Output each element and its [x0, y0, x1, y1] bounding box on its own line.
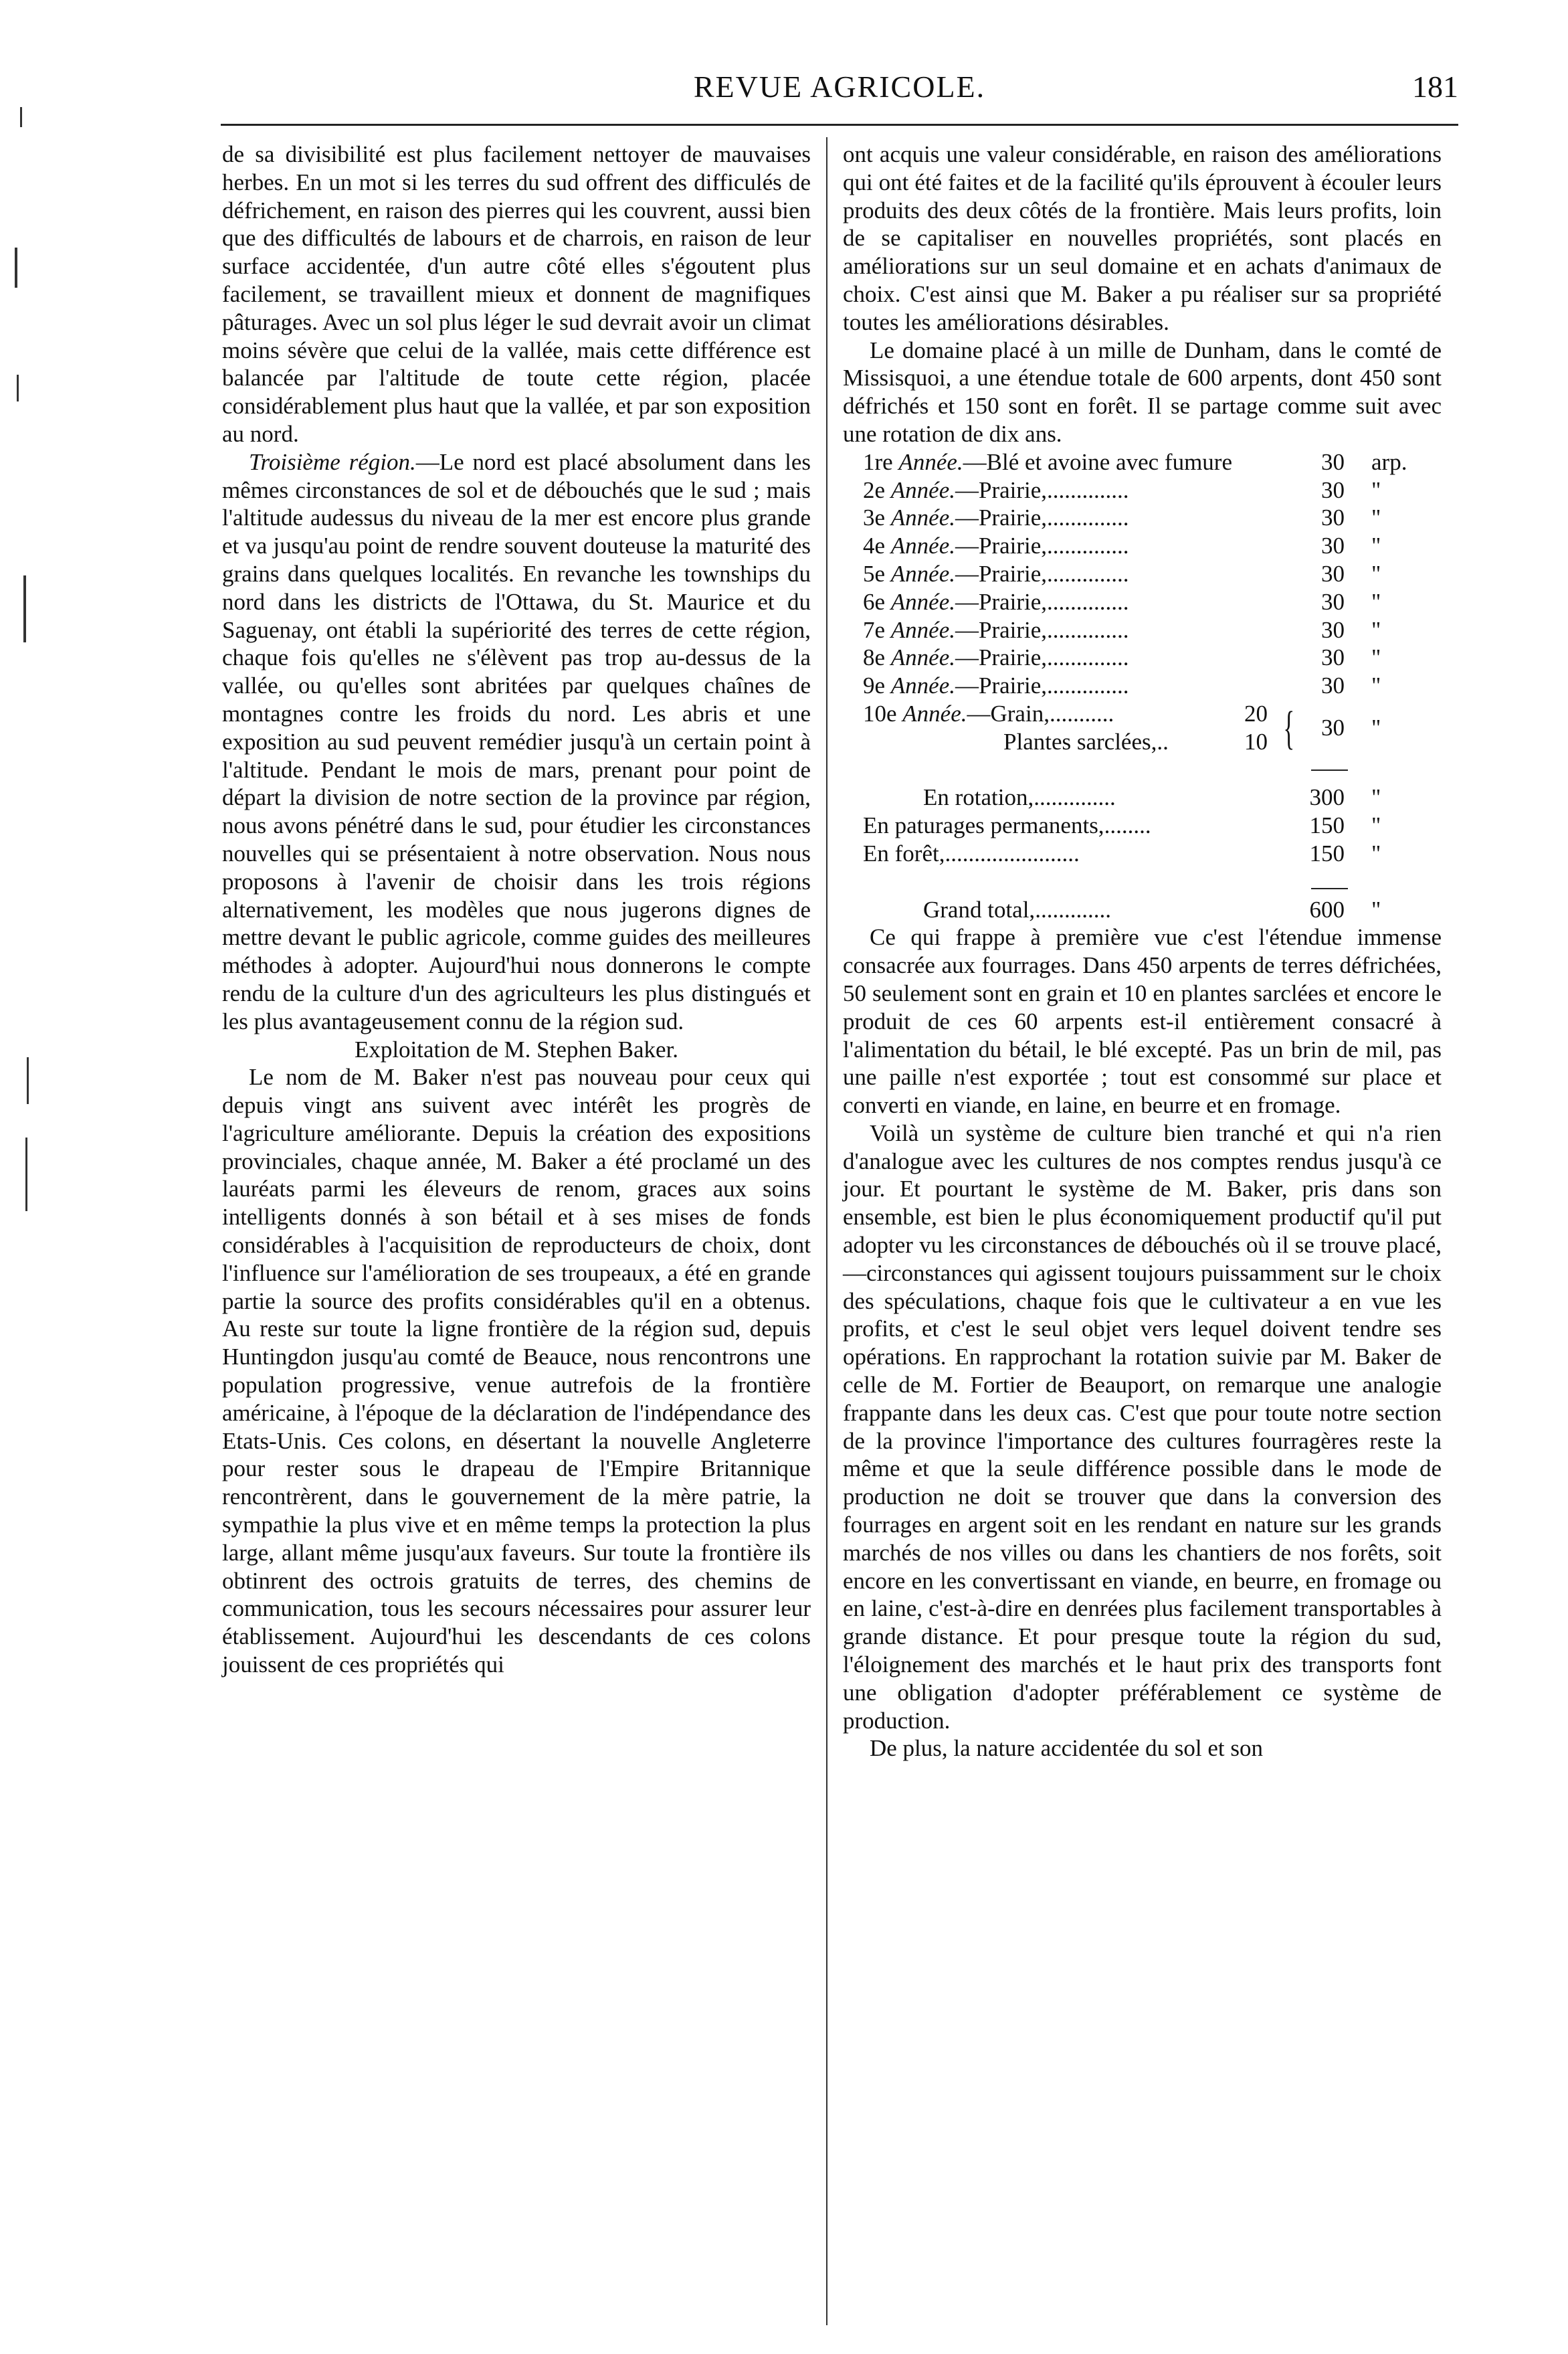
column-divider	[826, 137, 827, 2325]
section-subheading: Exploitation de M. Stephen Baker.	[354, 1036, 679, 1063]
scan-artifact	[20, 107, 22, 127]
grand-total-row: Grand total,............. 600 "	[923, 896, 1381, 923]
rotation-row: 3e Année.—Prairie,.............. 30 "	[863, 505, 1381, 531]
running-header	[221, 64, 1458, 117]
page-number: 181	[1412, 70, 1458, 104]
right-column	[843, 141, 1442, 1762]
left-column	[222, 141, 811, 1679]
rotation-row-braced: 10e Année.—Grain,........... 20 Plantes sarclées,.. 10 { 30 "	[863, 700, 1381, 755]
sum-rule-row	[843, 868, 1442, 896]
rotation-row: 5e Année.—Prairie,.............. 30 "	[863, 560, 1381, 587]
scan-artifact	[25, 1138, 27, 1211]
paragraph: De plus, la nature accidentée du sol et son	[870, 1735, 1263, 1762]
paragraph: Troisième région.—Le nord est placé absolument dans les mêmes circonstances de sol et de débouchés que le sud ; mais l'altitude audessus du niveau de la mer est encore plus grande et va jusqu'au point de rendre souvent douteuse la maturité des grains dans quelques localités. En revanche les townships du nord dans les districts de l'Ottawa, du St. Maurice et du Saguenay, ont établi la supériorité des terres de cette région, chaque fois qu'elles ne s'élèvent pas trop au-dessus de la vallée, ou qu'elles sont abritées par quelques chaînes de montagnes contre les froids du nord. Les abris et une exposition au sud peuvent remédier jusqu'à un certain point à l'altitude. Pendant le mois de mars, prenant pour point de départ la division de notre section de la province par région, nous avons pénétré dans le sud, pour étudier les circonstances nouvelles qui se présentaient à notre observation. Nous nous proposons à l'avenir de choisir dans les trois régions alternativement, les modèles que nous jugerons dignes de mettre devant le public agricole, comme guides des meilleures méthodes à adopter. Aujourd'hui nous donnerons le compte rendu de la culture d'un des agriculteurs les plus distingués et les plus avantageusement connu de la région sud.	[222, 448, 811, 1034]
sum-rule	[1311, 888, 1348, 889]
paragraph: Le nom de M. Baker n'est pas nouveau pour ceux qui depuis vingt ans suivent avec intérêt les progrès de l'agriculture améliorante. Depuis la création des expositions provinciales, chaque année, M. Baker a été proclamé un des lauréats parmi les éleveurs de renom, graces aux soins intelligents donnés à son bétail et à ses mises de fonds considérables à l'acquisition de reproducteurs de choix, dont l'influence sur l'amélioration de ses troupeaux, a été en grande partie la source des profits considérables qu'il en a obtenus. Au reste sur toute la ligne frontière de la région sud, depuis Huntingdon jusqu'au comté de Beauce, nous rencontrons une population progressive, venue autrefois de la frontière américaine, à l'époque de la déclaration de l'indépendance des Etats-Unis. Ces colons, en désertant la nouvelle Angleterre pour rester sous le drapeau de l'Empire Britannique rencontrèrent, dans le gouvernement de la mère patrie, la sympathie la plus vive et en même temps la protection la plus large, allant même jusqu'aux faveurs. Sur toute la frontière ils obtinrent des octrois gratuits de terres, des chemins de communication, tous les secours nécessaires pour assurer leur établissement. Aujourd'hui les descendants de ces colons jouissent de ces propriétés qui	[222, 1064, 811, 1678]
scan-artifact	[17, 375, 19, 401]
rotation-table	[843, 448, 1442, 924]
paragraph: Voilà un système de culture bien tranché et qui n'a rien d'analogue avec les cultures de nos comptes rendus jusqu'à ce jour. Et pourtant le système de M. Baker, pris dans son ensemble, est bien le plus économiquement productif qu'il put adopter vu les circonstances de débouchés où il se trouve placé,—circonstances qui agissent toujours puissamment sur le choix des spéculations, chaque fois que le cultivateur a en vue les profits, et c'est le seul objet vers lequel doivent tendre ses opérations. En rapprochant la rotation suivie par M. Baker de celle de M. Fortier de Beauport, on remarque une analogie frappante dans les deux cas. C'est que pour toute notre section de la province l'importance des cultures fourragères reste la même et que la seule différence possible dans le mode de production ne doit se trouver que dans la conversion des fourrages en argent soit en les rendant en nature sur les grands marchés de nos villes ou dans les chantiers de nos forêts, soit encore en les convertissant en viande, en beurre, en fromage ou en laine, c'est-à-dire en denrées plus facilement transportables à grande distance. Et pour presque toute la région du sud, l'éloignement des marchés et le haut prix des transports font une obligation d'adopter préférablement ce système de production.	[843, 1119, 1442, 1734]
paragraph: Ce qui frappe à première vue c'est l'étendue immense consacrée aux fourrages. Dans 450 arpents de terres défrichées, 50 seulement sont en grain et 10 en plantes sarclées et encore le produit de ces 60 arpents est-il entièrement consacré à l'alimentation du bétail, le blé excepté. Pas un brin de mil, pas une paille n'est exportée ; tout est consommé sur place et converti en viande, en laine, en beurre et en fromage.	[843, 924, 1442, 1119]
header-rule	[221, 124, 1458, 126]
scan-artifact	[15, 248, 17, 288]
rotation-row: 6e Année.—Prairie,.............. 30 "	[863, 588, 1381, 615]
rotation-row: 1re Année.—Blé et avoine avec fumure 30 arp.	[863, 448, 1407, 475]
rotation-row: 8e Année.—Prairie,.............. 30 "	[863, 644, 1381, 671]
total-row: En forêt,....................... 150 "	[863, 840, 1381, 867]
journal-title: REVUE AGRICOLE.	[693, 70, 986, 104]
sum-rule-row	[843, 756, 1442, 784]
paragraph: ont acquis une valeur considérable, en raison des améliorations qui ont été faites et de la facilité qu'ils éprouvent à écouler leurs produits des deux côtés de la frontière. Mais leurs profits, loin de se capitaliser en nouvelles propriétés, sont placés en améliorations sur un seul domaine et en achats d'animaux de choix. C'est ainsi que M. Baker a pu réaliser sur sa propriété toutes les améliorations désirables.	[843, 141, 1442, 335]
total-row: En paturages permanents,........ 150 "	[863, 812, 1381, 839]
paragraph: de sa divisibilité est plus facilement nettoyer de mauvaises herbes. En un mot si les terres du sud offrent des difficulés de défrichement, en raison des pierres qui les couvrent, aussi bien que des difficultés de labours et de charrois, en raison de leur surface accidentée, d'un autre côté elles s'égoutent plus facilement, se travaillent mieux et donnent de magnifiques pâturages. Avec un sol plus léger le sud devrait avoir un climat moins sévère que celui de la vallée, mais cette différence est balancée par l'altitude de toute cette région, placée considérablement plus haut que la vallée, et par son exposition au nord.	[222, 141, 811, 447]
total-row: En rotation,.............. 300 "	[923, 784, 1381, 811]
scan-artifact	[27, 1057, 29, 1104]
rotation-row: 7e Année.—Prairie,.............. 30 "	[863, 616, 1381, 643]
sum-rule	[1311, 769, 1348, 771]
section-lead: Troisième région.	[249, 448, 416, 475]
scan-artifact	[23, 575, 26, 642]
rotation-row: 9e Année.—Prairie,.............. 30 "	[863, 672, 1381, 699]
paragraph: Le domaine placé à un mille de Dunham, dans le comté de Missisquoi, a une étendue totale de 600 arpents, dont 450 sont défrichés et 150 sont en forêt. Il se partage comme suit avec une rotation de dix ans.	[843, 337, 1442, 447]
rotation-row: 4e Année.—Prairie,.............. 30 "	[863, 533, 1381, 559]
brace-glyph: {	[1283, 702, 1295, 754]
rotation-row: 2e Année.—Prairie,.............. 30 "	[863, 476, 1381, 503]
